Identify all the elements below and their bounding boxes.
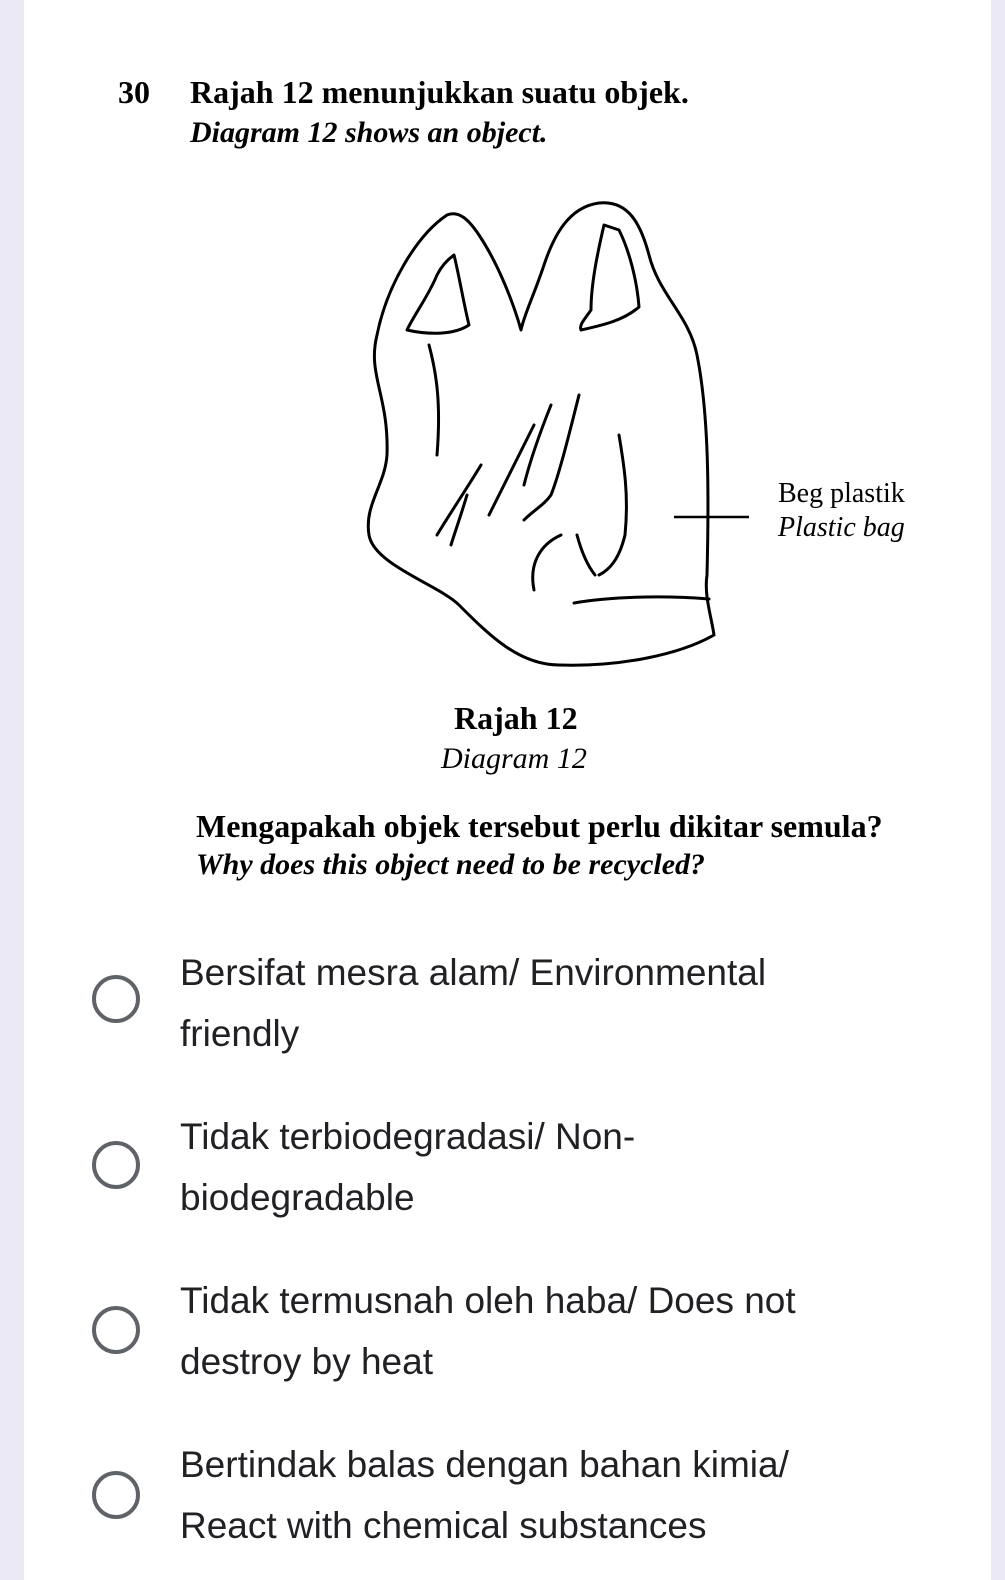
crease-9 [599,435,626,575]
diagram-label-malay: Beg plastik [778,478,905,509]
question-card [24,0,991,1580]
answer-option-line: destroy by heat [180,1341,433,1382]
answer-option-line: Bertindak balas dengan bahan kimia/ [180,1444,789,1485]
answer-option-line: biodegradable [180,1177,415,1218]
answer-option-line: friendly [180,1013,300,1054]
question-ask-malay: Mengapakah objek tersebut perlu dikitar semula? [196,808,883,844]
radio-unchecked-icon[interactable] [92,1141,140,1189]
answer-option-line: Tidak terbiodegradasi/ Non- [180,1116,636,1157]
radio-unchecked-icon[interactable] [92,1306,140,1354]
question-number: 30 [118,74,150,110]
answer-option-2[interactable] [84,1106,964,1236]
left-handle-hole [407,255,469,333]
answer-option-label [180,1434,880,1556]
question-image [24,0,991,900]
answer-option-4[interactable] [84,1434,964,1564]
crease-1 [429,345,439,455]
crease-8 [577,535,595,575]
radio-unchecked-icon[interactable] [92,975,140,1023]
answer-option-line: Bersifat mesra alam/ Environmental [180,952,767,993]
crease-5 [524,405,551,485]
answer-option-3[interactable] [84,1270,964,1400]
question-stem-malay: Rajah 12 menunjukkan suatu objek. [190,74,689,110]
answer-option-line: Tidak termusnah oleh haba/ Does not [180,1280,796,1321]
crease-7 [533,535,561,590]
answer-option-label [180,942,880,1064]
question-stem-english: Diagram 12 shows an object. [190,116,548,149]
answer-option-label [180,1270,880,1392]
answer-option-line: React with chemical substances [180,1505,707,1546]
right-handle-hole [581,225,639,330]
diagram-label-english: Plastic bag [778,512,905,543]
crease-10 [574,597,709,603]
diagram-caption-malay: Rajah 12 [454,700,578,736]
plastic-bag-diagram [329,195,749,675]
radio-unchecked-icon[interactable] [92,1471,140,1519]
diagram-caption-english: Diagram 12 [441,742,587,775]
question-ask-english: Why does this object need to be recycled? [196,848,706,881]
answer-option-1[interactable] [84,942,964,1072]
answer-option-label [180,1106,880,1228]
